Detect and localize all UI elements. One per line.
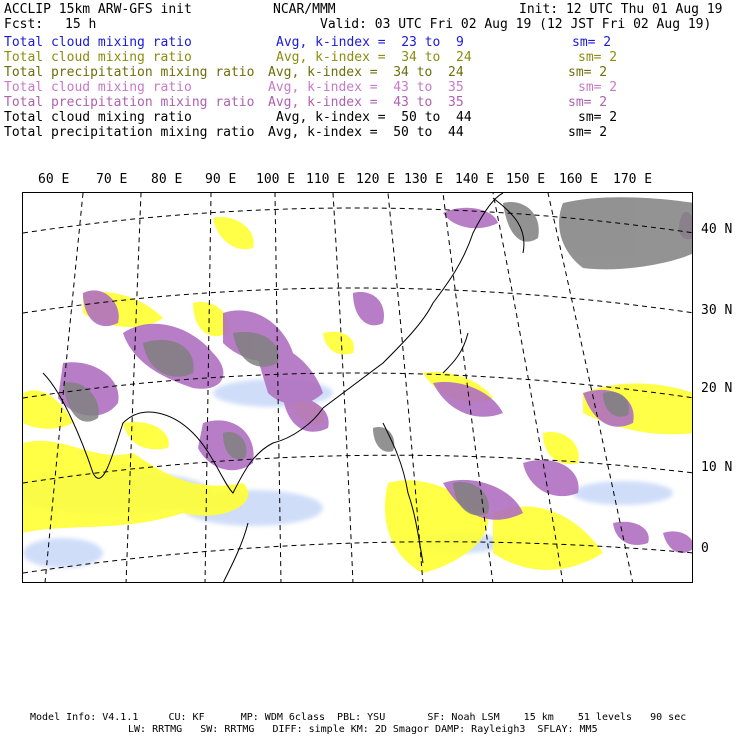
lon-label: 150 E bbox=[506, 172, 546, 187]
legend-sm-2: sm= 2 bbox=[568, 65, 608, 80]
cloud-map bbox=[22, 192, 693, 583]
lon-label: 170 E bbox=[613, 172, 653, 187]
lon-label: 90 E bbox=[205, 172, 237, 187]
lon-label: 130 E bbox=[404, 172, 444, 187]
lon-label: 160 E bbox=[559, 172, 599, 187]
model-info-line2: LW: RRTMG SW: RRTMG DIFF: simple KM: 2D Smagor DAMP: Rayleigh3 SFLAY: MM5 bbox=[128, 724, 598, 735]
legend-avg-3: Avg, k-index = 43 to 35 bbox=[268, 80, 464, 95]
legend-avg-0: Avg, k-index = 23 to 9 bbox=[276, 35, 464, 50]
legend-field-3: Total cloud mixing ratio bbox=[4, 80, 192, 95]
lon-label: 140 E bbox=[455, 172, 495, 187]
lon-label: 60 E bbox=[38, 172, 70, 187]
legend-avg-5: Avg, k-index = 50 to 44 bbox=[276, 110, 472, 125]
center-label: NCAR/MMM bbox=[273, 2, 336, 17]
lat-label: 10 N bbox=[701, 460, 733, 475]
legend-sm-6: sm= 2 bbox=[568, 125, 608, 140]
lon-label: 120 E bbox=[356, 172, 396, 187]
legend-field-1: Total cloud mixing ratio bbox=[4, 50, 192, 65]
init-time: Init: 12 UTC Thu 01 Aug 19 bbox=[519, 2, 723, 17]
model-info-line1: Model Info: V4.1.1 CU: KF MP: WDM 6class PBL: YSU SF: Noah LSM 15 km 51 levels 90 sec bbox=[30, 712, 687, 723]
legend-avg-1: Avg, k-index = 34 to 24 bbox=[276, 50, 472, 65]
model-title: ACCLIP 15km ARW-GFS init bbox=[4, 2, 192, 17]
legend-sm-0: sm= 2 bbox=[572, 35, 612, 50]
fcst-label: Fcst: bbox=[4, 17, 44, 32]
lat-label: 20 N bbox=[701, 381, 733, 396]
legend-sm-4: sm= 2 bbox=[568, 95, 608, 110]
lon-label: 80 E bbox=[151, 172, 183, 187]
legend-avg-6: Avg, k-index = 50 to 44 bbox=[268, 125, 464, 140]
legend-avg-2: Avg, k-index = 34 to 24 bbox=[268, 65, 464, 80]
legend-field-5: Total cloud mixing ratio bbox=[4, 110, 192, 125]
legend-sm-3: sm= 2 bbox=[578, 80, 618, 95]
valid-time: Valid: 03 UTC Fri 02 Aug 19 (12 JST Fri 02 Aug 19) bbox=[320, 17, 712, 32]
legend-field-0: Total cloud mixing ratio bbox=[4, 35, 192, 50]
lon-label: 70 E bbox=[96, 172, 128, 187]
legend-sm-5: sm= 2 bbox=[578, 110, 618, 125]
legend-sm-1: sm= 2 bbox=[578, 50, 618, 65]
lat-label: 40 N bbox=[701, 222, 733, 237]
lon-label: 110 E bbox=[306, 172, 346, 187]
legend-avg-4: Avg, k-index = 43 to 35 bbox=[268, 95, 464, 110]
legend-field-6: Total precipitation mixing ratio bbox=[4, 125, 255, 140]
legend-field-2: Total precipitation mixing ratio bbox=[4, 65, 255, 80]
lon-label: 100 E bbox=[256, 172, 296, 187]
deep-cloud-layer bbox=[63, 197, 693, 515]
map-canvas bbox=[23, 193, 693, 583]
lat-label: 0 bbox=[701, 541, 709, 556]
lat-label: 30 N bbox=[701, 303, 733, 318]
fcst-value: 15 h bbox=[65, 17, 97, 32]
legend-field-4: Total precipitation mixing ratio bbox=[4, 95, 255, 110]
